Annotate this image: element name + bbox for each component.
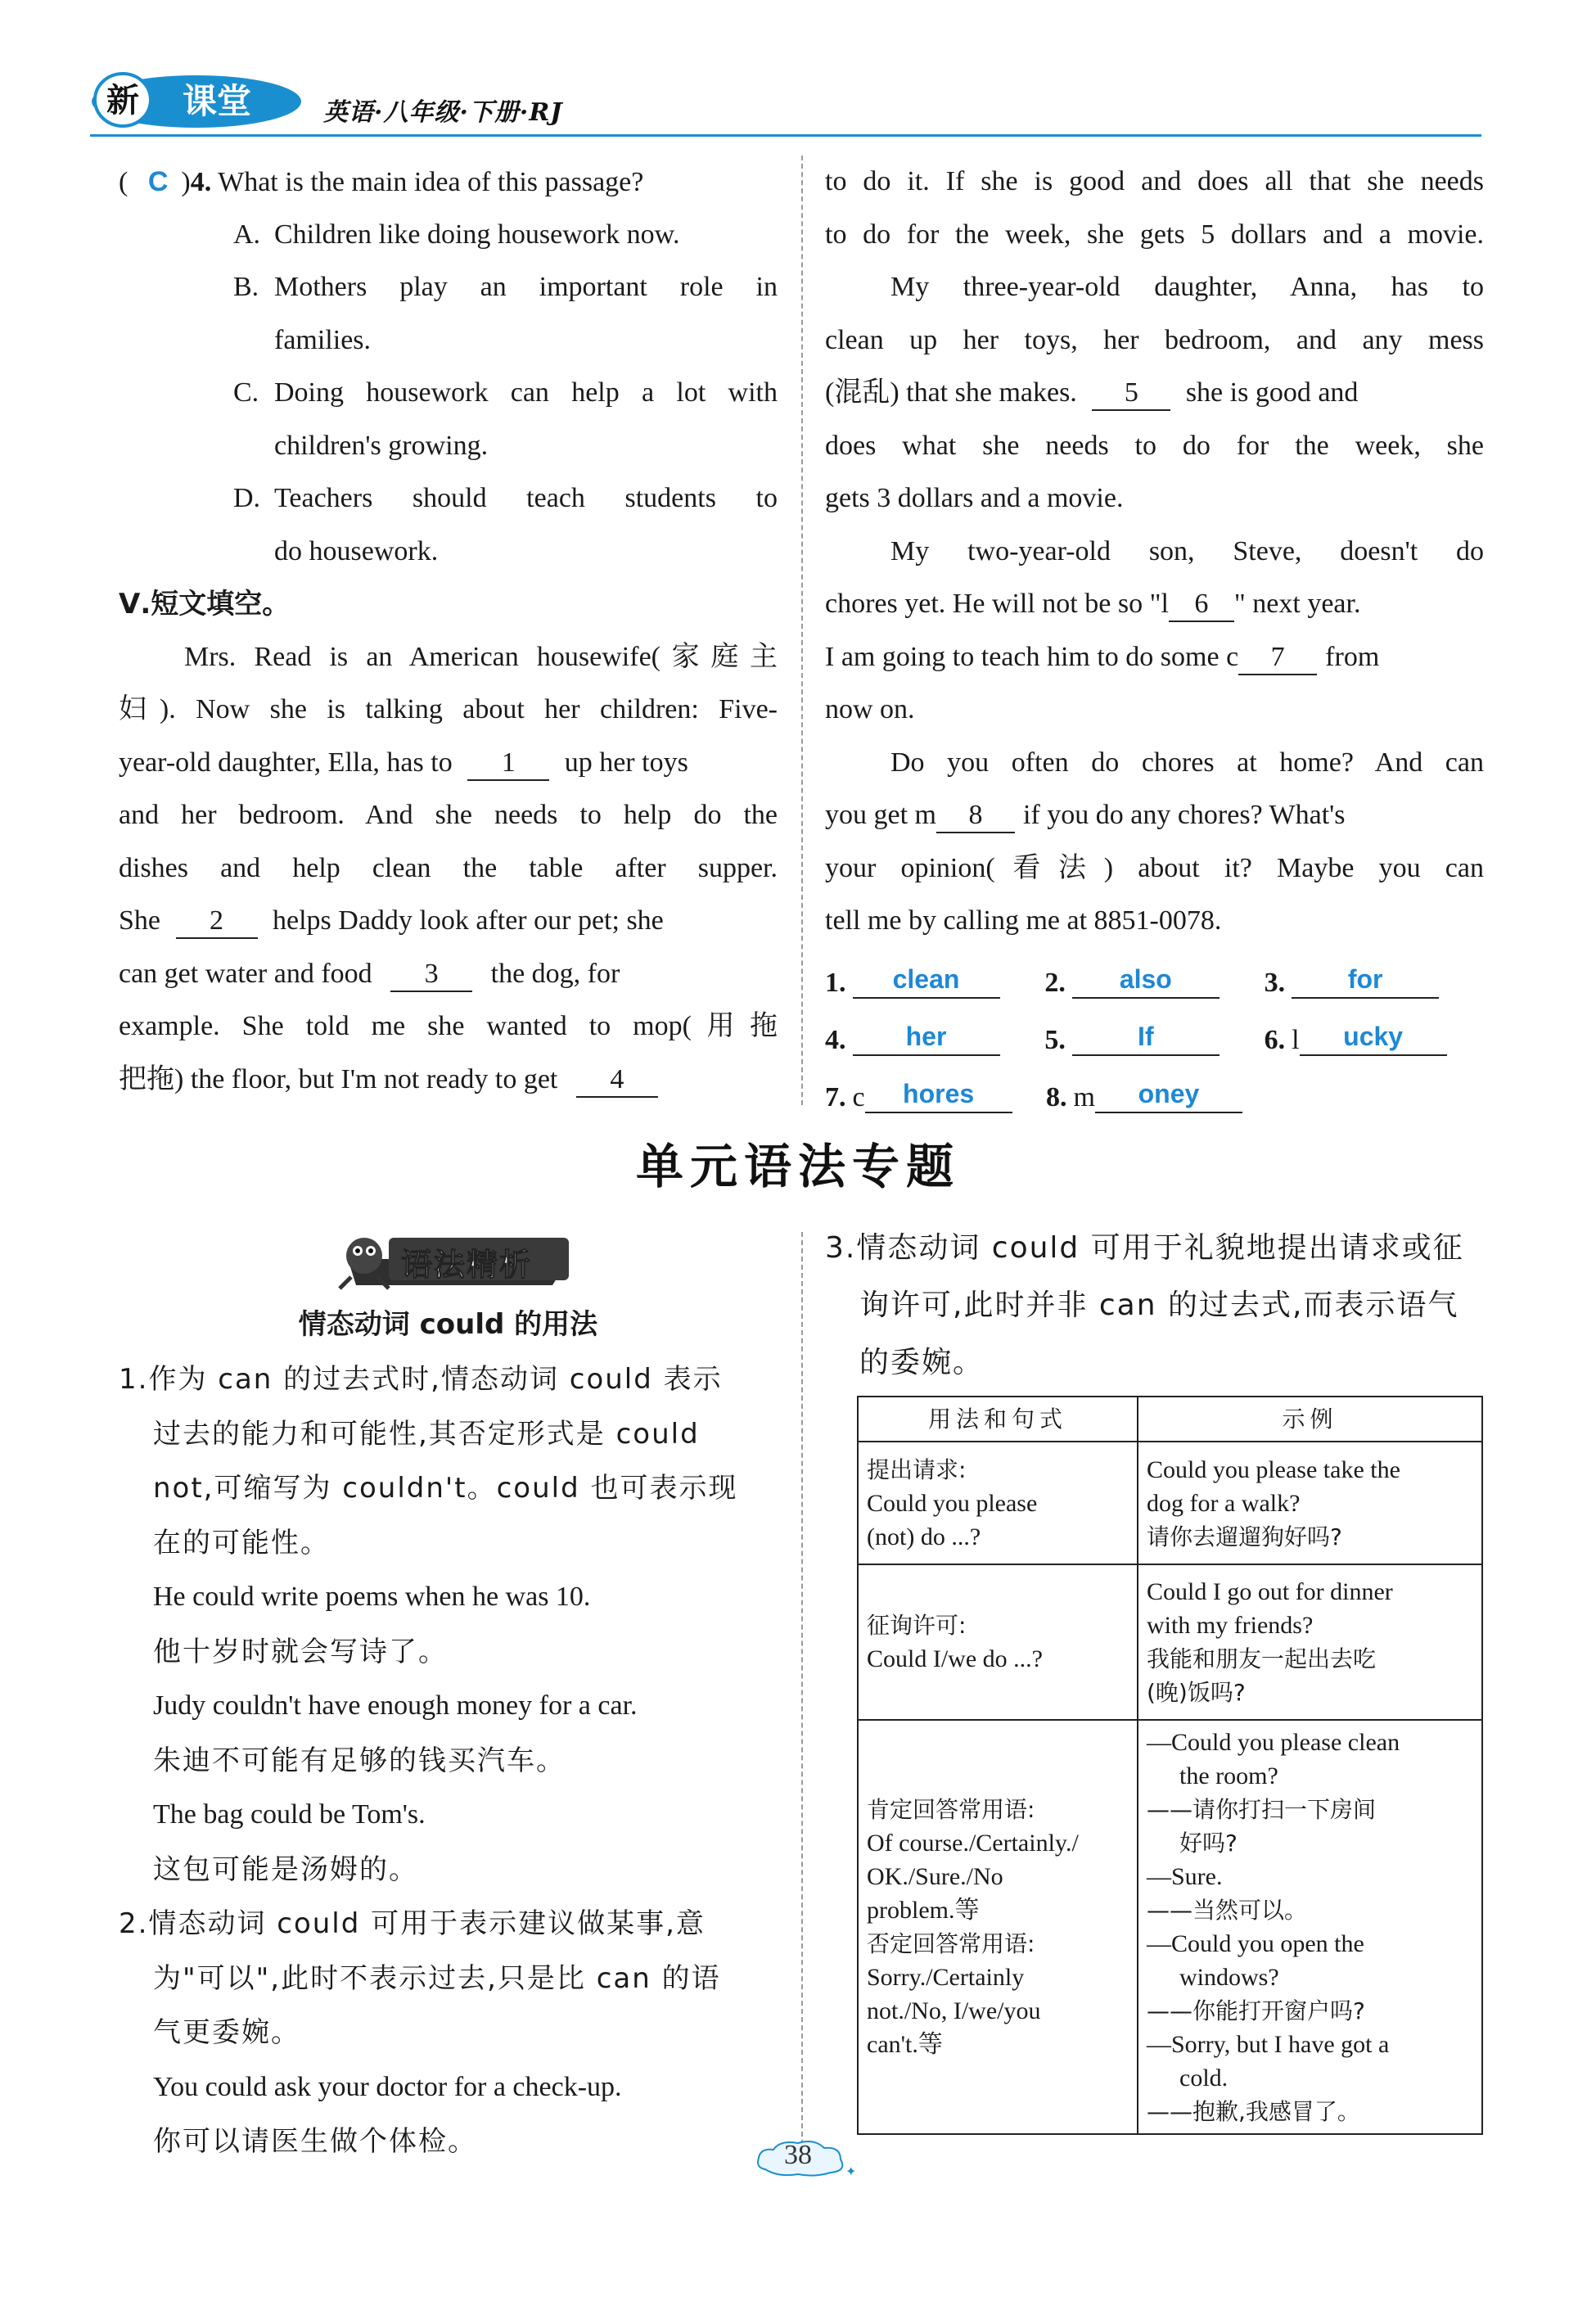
passage-line: tell me by calling me at 8851-0078.	[825, 905, 1222, 936]
grammar-left-column	[119, 1352, 778, 2169]
grammar-point: 2.情态动词 could 可用于表示建议做某事,意	[119, 1907, 706, 1940]
subject-label: 英语·八年级·下册·RJ	[323, 98, 563, 127]
left-column	[119, 156, 778, 1106]
page-number: 38	[784, 2140, 812, 2170]
passage-line: to do for the week, she gets 5 dollars and a movie.	[825, 219, 1484, 250]
grammar-point: 3.情态动词 could 可用于礼貌地提出请求或征	[825, 1231, 1464, 1265]
example-en: He could write poems when he was 10.	[153, 1582, 591, 1612]
svg-text:课堂: 课堂	[182, 81, 252, 121]
right-column	[825, 156, 1484, 948]
table-row	[858, 1564, 1482, 1720]
grammar-point: 1.作为 can 的过去式时,情态动词 could 表示	[119, 1363, 723, 1396]
blank-3: 3	[390, 958, 472, 992]
grammar-subtitle: 情态动词 could 的用法	[298, 1308, 598, 1341]
table-header: 示例	[1138, 1397, 1482, 1442]
passage-line: Do you often do chores at home? And can	[890, 747, 1484, 778]
table-row	[858, 1442, 1482, 1564]
blank-4: 4	[576, 1063, 658, 1098]
q4-stem: What is the main idea of this passage?	[218, 167, 644, 197]
grammar-line: 在的可能性。	[153, 1526, 330, 1559]
answer-1: 1. clean	[825, 961, 1044, 999]
table-cell: Could you please take the dog for a walk? 请你去遛遛狗好吗?	[1138, 1442, 1482, 1564]
option-c-cont: children's growing.	[274, 430, 489, 461]
question-4: ( C )4. What is the main idea of this passage?	[119, 166, 644, 197]
passage-line: dishes and help clean the table after supper.	[119, 852, 778, 883]
option-b: B. Mothers play an important role in	[233, 272, 778, 302]
page-header	[90, 59, 1481, 141]
table-header: 用法和句式	[858, 1397, 1138, 1442]
table-row	[858, 1720, 1482, 2134]
option-d: D. Teachers should teach students to	[233, 483, 778, 513]
passage-line: 妇). Now she is talking about her children: Five-	[119, 694, 778, 724]
example-zh: 你可以请医生做个体检。	[153, 2125, 477, 2158]
header-rule	[90, 134, 1481, 137]
example-en: You could ask your doctor for a check-up.	[153, 2071, 622, 2102]
passage-line: does what she needs to do for the week, she	[825, 430, 1484, 461]
section-5-title: Ⅴ.短文填空。	[119, 588, 291, 621]
blank-8: 8	[936, 799, 1015, 833]
table-cell: Could I go out for dinner with my friends? 我能和朋友一起出去吃 (晚)饭吗?	[1138, 1564, 1482, 1720]
answer-3: 3. for	[1265, 961, 1484, 999]
answer-8: 8. m oney	[1046, 1076, 1267, 1113]
option-c: C. Doing housework can help a lot with	[233, 377, 778, 408]
passage-line: now on.	[825, 694, 915, 724]
blank-7: 7	[1238, 641, 1317, 675]
blank-2: 2	[176, 905, 258, 939]
example-en: Judy couldn't have enough money for a car.	[153, 1690, 638, 1721]
passage-line: your opinion(看法) about it? Maybe you can	[825, 852, 1484, 883]
grammar-right-column	[825, 1220, 1484, 1392]
grammar-line: 为"可以",此时不表示过去,只是比 can 的语	[153, 1961, 721, 1995]
passage-line: year-old daughter, Ella, has to 1 up her toys	[119, 737, 778, 790]
svg-text:✦: ✦	[845, 2164, 857, 2179]
usage-table	[857, 1396, 1483, 2135]
option-b-cont: families.	[274, 324, 372, 355]
passage-line: 把拖) the floor, but I'm not ready to get 4	[119, 1054, 778, 1107]
q4-answer: C	[147, 166, 169, 197]
passage-line: example. She told me she wanted to mop(用拖	[119, 1011, 778, 1041]
grammar-line: 的委婉。	[859, 1346, 985, 1379]
option-d-cont: do housework.	[274, 535, 439, 566]
answer-6: 6. l ucky	[1265, 1018, 1484, 1056]
table-cell: 肯定回答常用语: Of course./Certainly./ OK./Sure./No problem.等 否定回答常用语: Sorry./Certainly not./No, I/we/you can't.等	[858, 1720, 1138, 2134]
passage-line: (混乱) that she makes. 5 she is good and	[825, 367, 1484, 420]
grammar-badge-label: 语法精析	[401, 1247, 533, 1283]
svg-text:新: 新	[106, 82, 139, 120]
example-zh: 这包可能是汤姆的。	[153, 1852, 418, 1886]
column-divider	[801, 156, 803, 1105]
answer-7: 7. c hores	[825, 1076, 1046, 1113]
grammar-line: 询许可,此时并非 can 的过去式,而表示语气	[859, 1288, 1459, 1322]
blank-6: 6	[1169, 588, 1234, 622]
passage-line: My two-year-old son, Steve, doesn't do	[890, 535, 1484, 566]
passage-line: and her bedroom. And she needs to help do the	[119, 800, 778, 830]
passage-line: I am going to teach him to do some c 7 from	[825, 631, 1484, 684]
blank-5: 5	[1092, 377, 1170, 411]
passage-line: She 2 helps Daddy look after our pet; she	[119, 895, 778, 948]
table-cell: 征询许可: Could I/we do ...?	[858, 1564, 1138, 1720]
passage-line: clean up her toys, her bedroom, and any mess	[825, 324, 1484, 355]
passage-line: can get water and food 3 the dog, for	[119, 948, 778, 1001]
answer-5: 5. If	[1044, 1018, 1264, 1056]
example-en: The bag could be Tom's.	[153, 1799, 426, 1830]
table-cell: —Could you please clean the room? ——请你打扫一下房间 好吗? —Sure. ——当然可以。 —Could you open the windows? ——你能打开窗户吗? —Sorry, but I have got a cold. ——抱歉,我感冒了。	[1138, 1720, 1482, 2134]
example-zh: 他十岁时就会写诗了。	[153, 1635, 448, 1668]
answer-4: 4. her	[825, 1018, 1044, 1056]
passage-line: you get m 8 if you do any chores? What's	[825, 789, 1484, 842]
table-cell: 提出请求: Could you please (not) do ...?	[858, 1442, 1138, 1564]
passage-line: to do it. If she is good and does all that she needs	[825, 166, 1484, 196]
answer-key	[825, 941, 1484, 1113]
passage-line: Mrs. Read is an American housewife(家庭主	[184, 641, 778, 672]
grammar-column-divider	[801, 1232, 803, 2161]
grammar-section-title: 单元语法专题	[635, 1139, 960, 1194]
answer-2: 2. also	[1044, 961, 1264, 999]
table-header-row	[858, 1397, 1482, 1442]
grammar-line: 过去的能力和可能性,其否定形式是 could	[153, 1417, 700, 1451]
example-zh: 朱迪不可能有足够的钱买汽车。	[153, 1744, 566, 1777]
passage-line: gets 3 dollars and a movie.	[825, 483, 1124, 513]
passage-line: My three-year-old daughter, Anna, has to	[890, 272, 1484, 302]
grammar-line: not,可缩写为 couldn't。could 也可表示现	[153, 1472, 738, 1505]
book-logo-icon	[90, 67, 303, 131]
passage-line: chores yet. He will not be so "l 6 " next year.	[825, 578, 1484, 631]
blank-1: 1	[467, 747, 549, 781]
option-a: A. Children like doing housework now.	[233, 219, 680, 250]
grammar-line: 气更委婉。	[153, 2016, 300, 2049]
